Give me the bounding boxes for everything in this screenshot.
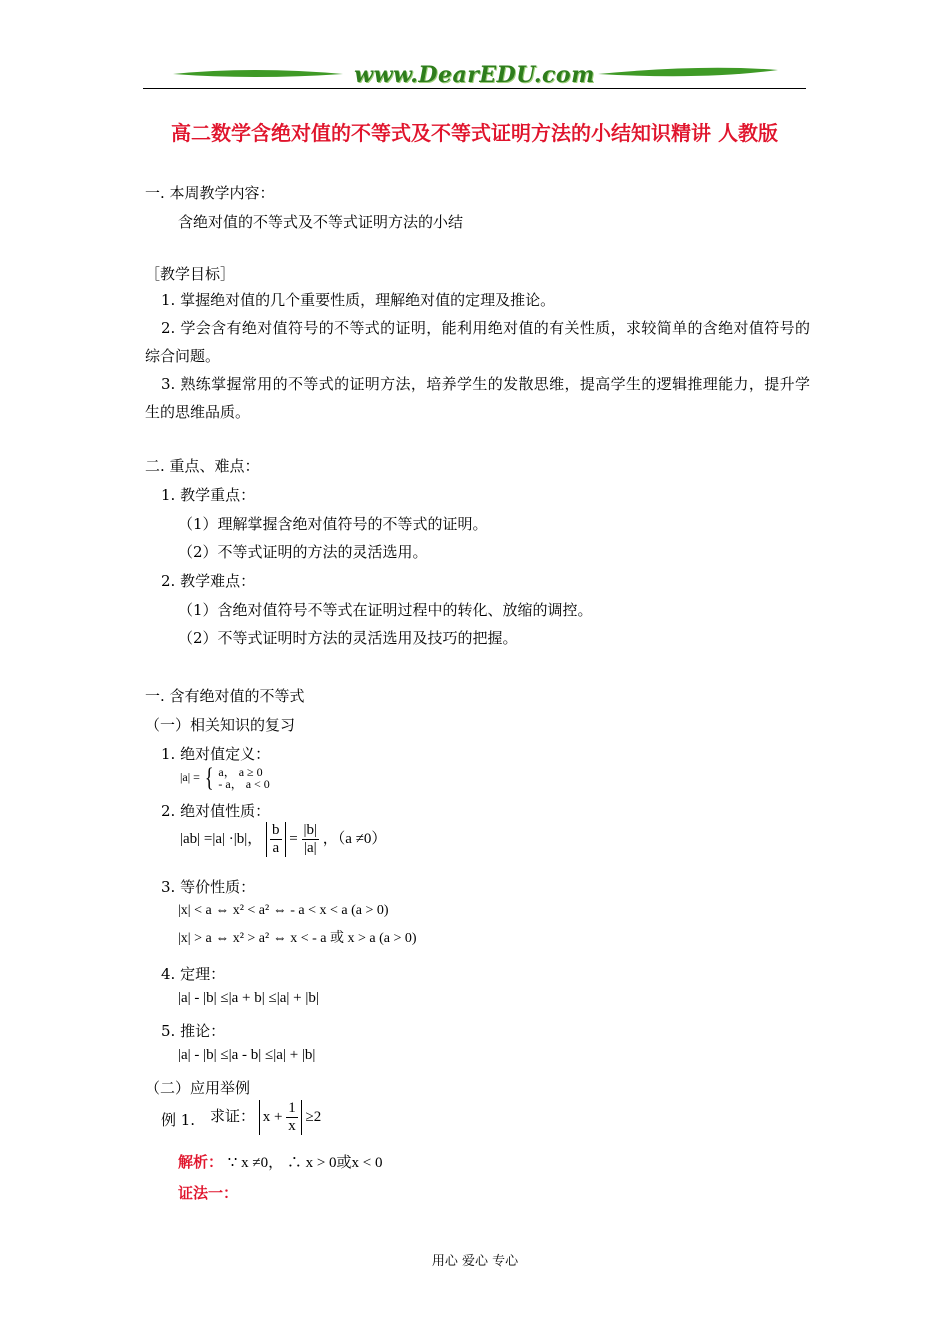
review-heading: （一）相关知识的复习 — [145, 716, 296, 734]
page-footer: 用心 爱心 专心 — [431, 1254, 519, 1269]
fraction — [286, 1100, 298, 1135]
fraction-numerator: 1 — [288, 1100, 296, 1116]
goal-item: 2. 学会含有绝对值符号的不等式的证明，能利用绝对值的有关性质，求较简单的含绝对值符号的综合问题。 — [145, 319, 810, 365]
section3-heading: 一. 含有绝对值的不等式 — [145, 687, 305, 705]
analysis-line — [178, 1152, 383, 1173]
example1-rhs: ≥2 — [305, 1108, 322, 1125]
definition-case: a， a ≥ 0 — [218, 765, 263, 779]
example1-statement — [210, 1100, 321, 1135]
equivalence-heading: 3. 等价性质： — [161, 878, 256, 896]
section1-heading: 一. 本周教学内容： — [145, 184, 275, 202]
expression-x: x + — [262, 1108, 283, 1125]
goal-item: 3. 熟练掌握常用的不等式的证明方法，培养学生的发散思维，提高学生的逻辑推理能力，提升学生的思维品质。 — [145, 375, 810, 421]
theorem-formula: |a| - |b| ≤|a + b| ≤|a| + |b| — [178, 990, 319, 1006]
fraction-numerator: b — [272, 822, 280, 838]
definition-formula — [180, 765, 270, 791]
abs-fraction — [266, 822, 286, 857]
site-banner — [143, 60, 806, 94]
corollary-heading: 5. 推论： — [161, 1022, 226, 1040]
focus-heading: 1. 教学重点： — [161, 486, 256, 504]
brace-icon: { — [204, 763, 214, 792]
difficulty-item: （1）含绝对值符号不等式在证明过程中的转化、放缩的调控。 — [178, 601, 593, 619]
fraction-denominator: a — [272, 840, 280, 856]
definition-heading: 1. 绝对值定义： — [161, 745, 271, 763]
fraction-denominator: x — [288, 1118, 296, 1134]
banner-rule — [143, 88, 806, 89]
section1-content: 含绝对值的不等式及不等式证明方法的小结 — [178, 213, 464, 231]
fraction — [270, 822, 282, 857]
page-title: 高二数学含绝对值的不等式及不等式证明方法的小结知识精讲 人教版 — [171, 121, 778, 145]
proof-label: 证法一： — [178, 1184, 239, 1202]
example1-prompt: 求证： — [210, 1106, 256, 1125]
corollary-formula: |a| - |b| ≤|a - b| ≤|a| + |b| — [178, 1047, 316, 1063]
analysis-text: ∵ x ≠0， ∴ x > 0或x < 0 — [227, 1155, 383, 1171]
definition-cases — [218, 766, 269, 790]
property-formula — [180, 822, 386, 857]
property-heading: 2. 绝对值性质： — [161, 802, 271, 820]
banner-text: www.DearEDU.com — [354, 62, 595, 88]
equals-sign: = — [289, 830, 298, 847]
difficulty-heading: 2. 教学难点： — [161, 572, 256, 590]
section2-heading: 二. 重点、难点： — [145, 457, 260, 475]
examples-heading: （二）应用举例 — [145, 1079, 251, 1097]
analysis-label: 解析： — [178, 1153, 224, 1171]
equivalence-line: |x| < a ⇔ x² < a² ⇔ - a < x < a (a > 0) — [178, 903, 389, 918]
fraction-numerator: |b| — [303, 822, 318, 838]
difficulty-item: （2）不等式证明时方法的灵活选用及技巧的把握。 — [178, 629, 518, 647]
fraction-denominator: |a| — [303, 840, 317, 856]
equivalence-line: |x| > a ⇔ x² > a² ⇔ x < - a 或 x > a (a > 0) — [178, 931, 417, 946]
definition-case: - a， a < 0 — [218, 777, 270, 791]
definition-lhs: |a| = — [180, 769, 200, 784]
goals-heading: ［教学目标］ — [145, 265, 236, 283]
theorem-heading: 4. 定理： — [161, 965, 226, 983]
goal-item: 1. 掌握绝对值的几个重要性质，理解绝对值的定理及推论。 — [161, 291, 556, 309]
fraction — [302, 822, 320, 857]
example1-label: 例 1. — [161, 1111, 196, 1129]
focus-item: （2）不等式证明的方法的灵活选用。 — [178, 543, 428, 561]
focus-item: （1）理解掌握含绝对值符号的不等式的证明。 — [178, 515, 488, 533]
abs-expression — [259, 1100, 302, 1135]
property-part: |ab| =|a| ·|b|， — [180, 830, 263, 847]
property-condition: ，（a ≠0） — [322, 830, 387, 847]
